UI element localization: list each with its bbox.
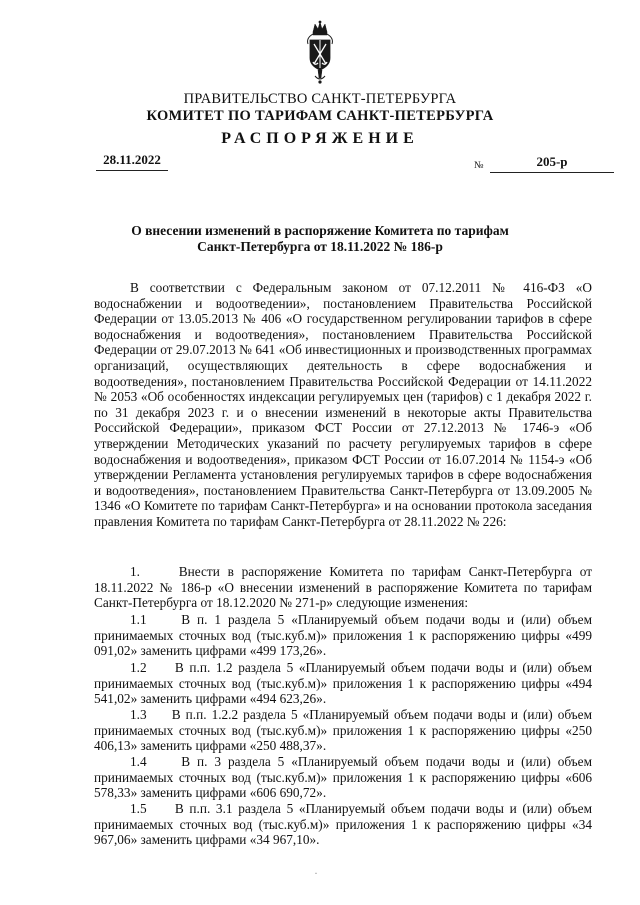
scan-artifact-dot: · bbox=[314, 866, 318, 880]
number-sign: № bbox=[474, 160, 484, 171]
coat-of-arms-icon bbox=[303, 20, 337, 88]
government-title: ПРАВИТЕЛЬСТВО САНКТ-ПЕТЕРБУРГА bbox=[183, 91, 457, 107]
subitem-text: В п.п. 1.2 раздела 5 «Планируемый объем подачи воды и (или) объем принимаемых сточных вод (тыс.куб.м)» приложения 1 к распоряжению цифры «494 541,02» заменить цифрами «494 623,26». bbox=[94, 660, 592, 707]
subitem-label: 1.1 bbox=[130, 612, 147, 627]
subject-line-1: О внесении изменений в распоряжение Комитета по тарифам bbox=[131, 223, 509, 238]
subitem-label: 1.3 bbox=[130, 707, 147, 722]
subitem-1-2-paragraph bbox=[94, 660, 592, 707]
preamble-paragraph bbox=[94, 280, 592, 530]
subitem-label: 1.5 bbox=[130, 801, 147, 816]
subitem-label: 1.4 bbox=[130, 754, 147, 769]
item-1-paragraph bbox=[94, 564, 592, 611]
subitem-1-4-paragraph bbox=[94, 754, 592, 801]
subitem-1-1-paragraph bbox=[94, 612, 592, 659]
item-1-label: 1. bbox=[130, 564, 140, 579]
subitem-1-5-paragraph bbox=[94, 801, 592, 848]
document-number: 205-р bbox=[490, 154, 614, 173]
subject-line-2: Санкт-Петербурга от 18.11.2022 № 186-р bbox=[197, 239, 443, 254]
document-number-field bbox=[474, 154, 616, 172]
subitem-label: 1.2 bbox=[130, 660, 147, 675]
subitem-text: В п. 1 раздела 5 «Планируемый объем подачи воды и (или) объем принимаемых сточных вод (тыс.куб.м)» приложения 1 к распоряжению цифры «499 091,02» заменить цифрами «499 173,26». bbox=[94, 612, 592, 659]
subitem-text: В п. 3 раздела 5 «Планируемый объем подачи воды и (или) объем принимаемых сточных вод (тыс.куб.м)» приложения 1 к распоряжению цифры «606 578,33» заменить цифрами «606 690,72». bbox=[94, 754, 592, 801]
committee-title: КОМИТЕТ ПО ТАРИФАМ САНКТ-ПЕТЕРБУРГА bbox=[146, 108, 494, 124]
subitem-1-3-paragraph bbox=[94, 707, 592, 754]
subitem-text: В п.п. 3.1 раздела 5 «Планируемый объем подачи воды и (или) объем принимаемых сточных вод (тыс.куб.м)» приложения 1 к распоряжению цифры «34 967,06» заменить цифрами «34 967,10». bbox=[94, 801, 592, 848]
document-date: 28.11.2022 bbox=[96, 152, 168, 171]
item-1-text: Внести в распоряжение Комитета по тарифам Санкт-Петербурга от 18.11.2022 № 186-р «О внесении изменений в распоряжение Комитета по тарифам Санкт-Петербурга от 18.12.2020 № 271-р» следующие изменения: bbox=[94, 564, 592, 611]
document-type-title: РАСПОРЯЖЕНИЕ bbox=[221, 130, 419, 147]
preamble-text: В соответствии с Федеральным законом от 07.12.2011 № 416-ФЗ «О водоснабжении и водоотведении», постановлением Правительства Российской Федерации от 13.05.2013 № 406 «О государственном регулировании тарифов в сфере водоснабжения и водоотведения», постановлением Правительства Российской Федерации от 29.07.2013 № 641 «Об инвестиционных и производственных программах организаций, осуществляющих деятельность в сфере водоснабжения и водоотведения», постановлением Правительства Российской Федерации от 14.11.2022 № 2053 «Об особенностях индексации регулируемых цен (тарифов) с 1 декабря 2022 г. по 31 декабря 2023 г. и о внесении изменений в некоторые акты Правительства Российской Федерации», приказом ФСТ России от 27.12.2013 № 1746-э «Об утверждении Методических указаний по расчету регулируемых тарифов в сфере водоснабжения и водоотведения», приказом ФСТ России от 16.07.2014 № 1154-э «Об утверждении Регламента установления регулируемых тарифов в сфере водоснабжения и водоотведения», постановлением Правительства Санкт-Петербурга от 13.09.2005 № 1346 «О Комитете по тарифам Санкт-Петербурга» и на основании протокола заседания правления Комитета по тарифам Санкт-Петербурга от 28.11.2022 № 226: bbox=[94, 280, 592, 529]
subitem-text: В п.п. 1.2.2 раздела 5 «Планируемый объем подачи воды и (или) объем принимаемых сточных вод (тыс.куб.м)» приложения 1 к распоряжению цифры «250 406,13» заменить цифрами «250 488,37». bbox=[94, 707, 592, 754]
